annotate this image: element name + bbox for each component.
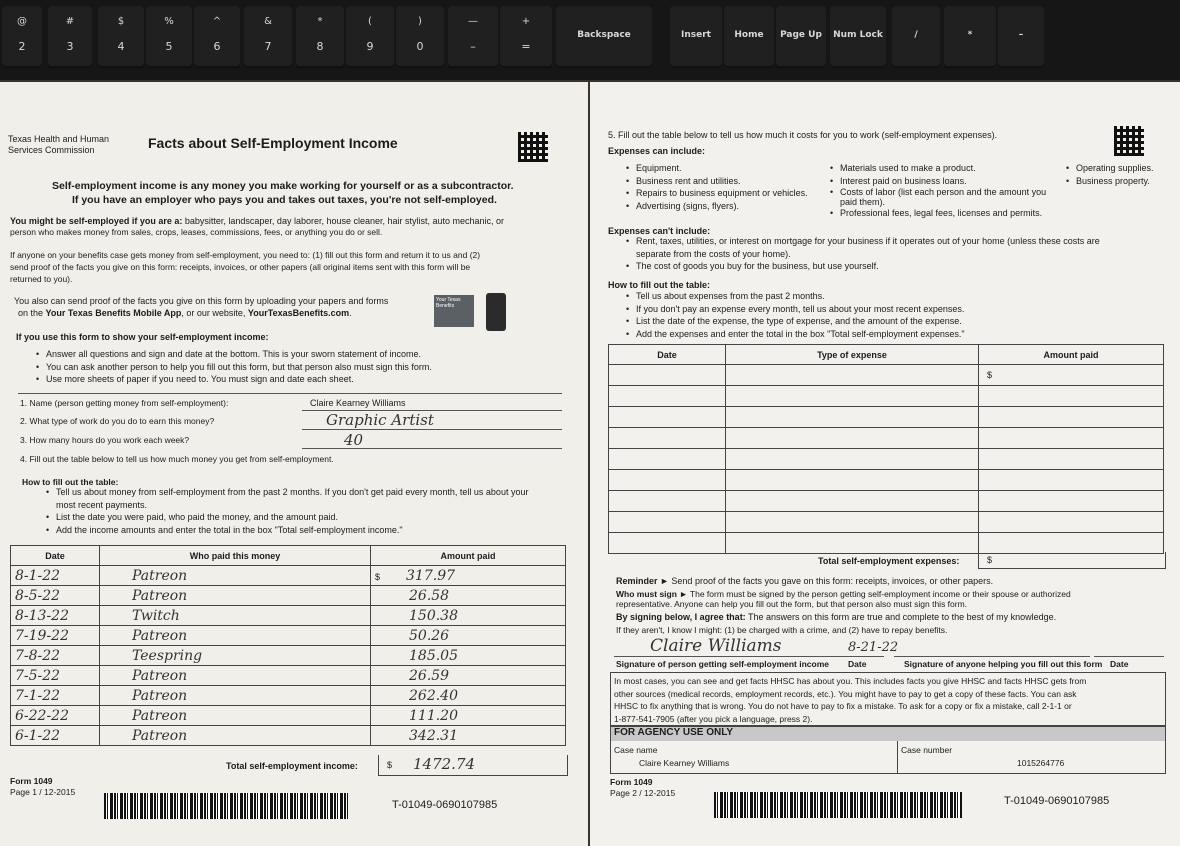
question-3-label: 3. How many hours do you work each week? [20, 435, 190, 445]
payer-cell[interactable]: Twitch [100, 606, 371, 626]
table-row [609, 491, 1164, 512]
table-row [11, 686, 566, 706]
header-date: Date [11, 546, 100, 566]
agreement-consequences: If they aren't, I know I might: (1) be charged with a crime, and (2) have to repay benefits. [616, 625, 948, 635]
keyboard-key[interactable]: + = [500, 6, 552, 68]
instructions-2: send proof of the facts you give on this form: receipts, invoices, or other papers (all original items sent with this form will be [10, 262, 471, 272]
table-row [609, 428, 1164, 449]
table-row [11, 726, 566, 746]
payer-cell[interactable]: Patreon [100, 686, 371, 706]
table-row [609, 470, 1164, 491]
date-cell[interactable]: 7-1-22 [11, 686, 100, 706]
payer-cell[interactable]: Patreon [100, 566, 371, 586]
name-field[interactable]: Claire Kearney Williams [310, 398, 406, 408]
question-5: 5. Fill out the table below to tell us how much it costs for you to work (self-employment expenses). [608, 130, 998, 140]
keyboard-key[interactable]: – [998, 6, 1044, 68]
keyboard-key[interactable]: & 7 [244, 6, 292, 68]
table-row [609, 365, 1164, 386]
amount-cell[interactable]: 185.05 [371, 646, 566, 666]
amount-cell[interactable] [979, 512, 1164, 533]
expenses-include-col1 [626, 162, 808, 212]
who-must-sign: Who must sign ► The form must be signed by the person getting self-employment income or their spouse or authorized representative. Anyone can help you fill out the form, but that person also must sign this form. [616, 589, 1071, 609]
page-number: Page 2 / 12-2015 [610, 788, 676, 798]
use-heading: If you use this form to show your self-employment income: [16, 332, 269, 342]
expense-table [608, 344, 1164, 554]
table-row [11, 646, 566, 666]
table-row [11, 566, 566, 586]
date-cell[interactable] [609, 449, 726, 470]
agency-use-box [610, 726, 1166, 774]
keyboard-key[interactable]: @ 2 [2, 6, 42, 68]
type-cell[interactable] [726, 533, 979, 554]
question-4-label: 4. Fill out the table below to tell us how much money you get from self-employment. [20, 454, 334, 464]
phone-icon [486, 293, 506, 331]
date-cell[interactable]: 7-8-22 [11, 646, 100, 666]
keyboard-key[interactable]: / [892, 6, 940, 68]
table-row [609, 533, 1164, 554]
date-cell[interactable]: 6-1-22 [11, 726, 100, 746]
date-cell[interactable] [609, 428, 726, 449]
app-badge: Your Texas Benefits [434, 295, 474, 327]
table-row [11, 606, 566, 626]
list-item: • Materials used to make a product. [830, 162, 1050, 175]
payer-cell[interactable]: Patreon [100, 706, 371, 726]
amount-cell[interactable]: 150.38 [371, 606, 566, 626]
applicant-signature[interactable]: Claire Williams [650, 636, 782, 656]
date-cell[interactable]: 7-19-22 [11, 626, 100, 646]
keyboard-key[interactable]: ^ 6 [194, 6, 240, 68]
list-item: • Rent, taxes, utilities, or interest on mortgage for your business if it operates out of your home (unless these costs are separate from the costs of your home). [626, 235, 1100, 260]
amount-cell[interactable]: 50.26 [371, 626, 566, 646]
agreement: By signing below, I agree that: The answers on this form are true and complete to the best of my knowledge. [616, 612, 1057, 622]
keyboard-key[interactable]: % 5 [146, 6, 192, 68]
amount-cell[interactable]: $ 317.97 [371, 566, 566, 586]
amount-cell[interactable]: 111.20 [371, 706, 566, 726]
keyboard-key[interactable]: — – [448, 6, 498, 68]
table-row [11, 626, 566, 646]
header-amount: Amount paid [979, 345, 1164, 365]
helper-signature-label: Signature of anyone helping you fill out this form [904, 659, 1103, 669]
list-item: • Tell us about money from self-employment from the past 2 months. If you don't get paid every month, tell us about your most recent payments. [46, 486, 528, 511]
hours-field[interactable]: 40 [344, 431, 364, 449]
list-item: • Operating supplies. [1066, 162, 1154, 175]
self-employed-examples-2: person who makes money from sales, crops, leases, commissions, fees, or anything you do or sell. [10, 227, 383, 237]
header-date: Date [609, 345, 726, 365]
instructions-1: If anyone on your benefits case gets money from self-employment, you need to: (1) fill out this form and return it to us and (2) [10, 250, 481, 260]
reminder: Reminder ► Send proof of the facts you gave on this form: receipts, invoices, or other papers. [616, 576, 994, 586]
total-income-value[interactable]: 1472.74 [413, 755, 476, 773]
list-item: • Professional fees, legal fees, licenses and permits. [830, 207, 1050, 220]
how-bullets [46, 486, 528, 536]
total-expenses-label: Total self-employment expenses: [818, 556, 960, 566]
signature-date[interactable]: 8-21-22 [848, 640, 899, 655]
signature-label: Signature of person getting self-employment income [616, 659, 829, 669]
list-item: • You can ask another person to help you fill out this form, but that person also must sign this form. [36, 361, 432, 374]
table-row [609, 449, 1164, 470]
list-item: • Costs of labor (list each person and the amount you paid them). [830, 187, 1050, 207]
list-item: • Answer all questions and sign and date at the bottom. This is your sworn statement of income. [36, 348, 432, 361]
list-item: • List the date of the expense, the type of expense, and the amount of the expense. [626, 315, 965, 328]
expenses-exclude-heading: Expenses can't include: [608, 226, 711, 236]
header-type: Type of expense [726, 345, 979, 365]
barcode-icon [714, 792, 962, 818]
amount-cell[interactable] [979, 428, 1164, 449]
table-row [609, 407, 1164, 428]
table-row [11, 706, 566, 726]
form-page-1 [0, 82, 588, 846]
keyboard-key[interactable]: Backspace [556, 6, 652, 68]
amount-cell[interactable]: 342.31 [371, 726, 566, 746]
table-header-row [11, 546, 566, 566]
type-cell[interactable] [726, 512, 979, 533]
case-name-value: Claire Kearney Williams [639, 758, 730, 768]
type-cell[interactable] [726, 470, 979, 491]
type-cell[interactable] [726, 449, 979, 470]
case-number-label: Case number [901, 745, 953, 755]
question-1-label: 1. Name (person getting money from self-employment): [20, 398, 229, 408]
keyboard-key[interactable]: $ 4 [98, 6, 144, 68]
qr-code-icon [1114, 126, 1144, 156]
list-item: • Interest paid on business loans. [830, 175, 1050, 188]
header-payer: Who paid this money [100, 546, 371, 566]
list-item: • Equipment. [626, 162, 808, 175]
list-item: • Advertising (signs, flyers). [626, 200, 808, 213]
list-item: • The cost of goods you buy for the business, but use yourself. [626, 260, 1100, 273]
date-label-2: Date [1110, 659, 1129, 669]
expenses-exclude-bullets [626, 235, 1100, 273]
upload-info-1: You also can send proof of the facts you give on this form by uploading your papers and forms [14, 296, 389, 306]
amount-cell[interactable]: $ [979, 365, 1164, 386]
date-cell[interactable]: 8-13-22 [11, 606, 100, 626]
type-cell[interactable] [726, 428, 979, 449]
type-cell[interactable] [726, 491, 979, 512]
list-item: • If you don't pay an expense every month, tell us about your most recent expenses. [626, 303, 965, 316]
case-name-label: Case name [614, 745, 658, 755]
form-page-2 [590, 82, 1180, 846]
work-type-field[interactable]: Graphic Artist [326, 411, 434, 429]
amount-cell[interactable] [979, 386, 1164, 407]
keyboard-key[interactable]: ) 0 [396, 6, 444, 68]
payer-cell[interactable]: Teespring [100, 646, 371, 666]
barcode-text: T-01049-0690107985 [392, 799, 498, 811]
table-header-row [609, 345, 1164, 365]
table-row [11, 666, 566, 686]
expenses-include-col2 [830, 162, 1050, 220]
total-income-box: $ 1472.74 [378, 755, 568, 776]
amount-cell[interactable] [979, 470, 1164, 491]
list-item: • Business property. [1066, 175, 1154, 188]
intro-line-2: If you have an employer who pays you and takes out taxes, you're not self-employed. [72, 194, 497, 206]
amount-cell[interactable] [979, 407, 1164, 428]
date-cell[interactable] [609, 386, 726, 407]
date-cell[interactable] [609, 365, 726, 386]
list-item: • Add the income amounts and enter the total in the box "Total self-employment income." [46, 524, 528, 537]
type-cell[interactable] [726, 365, 979, 386]
keyboard [0, 0, 1180, 80]
type-cell[interactable] [726, 386, 979, 407]
expenses-include-heading: Expenses can include: [608, 146, 706, 156]
table-row [609, 512, 1164, 533]
keyboard-key[interactable]: Home [724, 6, 774, 68]
keyboard-key[interactable]: Insert [670, 6, 722, 68]
date-cell[interactable] [609, 533, 726, 554]
date-cell[interactable]: 8-1-22 [11, 566, 100, 586]
list-item: • Use more sheets of paper if you need to. You must sign and date each sheet. [36, 373, 432, 386]
date-cell[interactable] [609, 407, 726, 428]
use-bullets [36, 348, 432, 386]
payer-cell[interactable]: Patreon [100, 626, 371, 646]
total-expenses-box[interactable]: $ [978, 552, 1166, 569]
barcode-text: T-01049-0690107985 [1004, 795, 1110, 807]
barcode-icon [104, 793, 348, 819]
keyboard-key[interactable]: * 8 [296, 6, 344, 68]
total-income-label: Total self-employment income: [226, 761, 358, 771]
instructions-3: returned to you). [10, 274, 73, 284]
upload-info-2: on the Your Texas Benefits Mobile App, or our website, YourTexasBenefits.com. [18, 308, 352, 318]
list-item: • Add the expenses and enter the total in the box "Total self-employment expenses." [626, 328, 965, 341]
list-item: • List the date you were paid, who paid the money, and the amount paid. [46, 511, 528, 524]
self-employed-examples: You might be self-employed if you are a: babysitter, landscaper, day laborer, house cleaner, hair stylist, auto mechanic, or [10, 216, 505, 226]
date-label: Date [848, 659, 867, 669]
intro-line-1: Self-employment income is any money you make working for yourself or as a subcontractor. [52, 180, 514, 192]
date-cell[interactable]: 6-22-22 [11, 706, 100, 726]
keyboard-key[interactable]: Page Up [776, 6, 826, 68]
form-number: Form 1049 [610, 777, 653, 787]
page-title: Facts about Self-Employment Income [148, 135, 398, 151]
date-cell[interactable]: 8-5-22 [11, 586, 100, 606]
type-cell[interactable] [726, 407, 979, 428]
amount-cell[interactable]: 262.40 [371, 686, 566, 706]
table-row [11, 586, 566, 606]
page-number: Page 1 / 12-2015 [10, 787, 76, 797]
how-bullets-2 [626, 290, 965, 340]
question-2-label: 2. What type of work do you do to earn this money? [20, 416, 215, 426]
keyboard-key[interactable]: * [944, 6, 996, 68]
agency-name: Texas Health and Human Services Commission [8, 134, 110, 155]
qr-code-icon [518, 132, 548, 162]
payer-cell[interactable]: Patreon [100, 666, 371, 686]
amount-cell[interactable] [979, 491, 1164, 512]
amount-cell[interactable] [979, 533, 1164, 554]
keyboard-key[interactable]: # 3 [48, 6, 92, 68]
header-amount: Amount paid [371, 546, 566, 566]
how-heading: How to fill out the table: [22, 477, 119, 487]
amount-cell[interactable] [979, 449, 1164, 470]
income-table [10, 545, 566, 746]
form-number: Form 1049 [10, 776, 53, 786]
how-heading-2: How to fill out the table: [608, 280, 710, 290]
date-cell[interactable] [609, 470, 726, 491]
list-item: • Business rent and utilities. [626, 175, 808, 188]
payer-cell[interactable]: Patreon [100, 586, 371, 606]
date-cell[interactable] [609, 491, 726, 512]
expenses-include-col3 [1066, 162, 1154, 187]
privacy-notice: In most cases, you can see and get facts HHSC has about you. This includes facts you give HHSC and facts HHSC gets from other sources (medical records, employment records, etc.). You might have to pay to get a copy of these facts. You can ask HHSC to fix anything that is wrong. You do not have to pay to fix a mistake. To ask for a copy or fix a mistake, call 2-1-1 or 1-877-541-7905 (after you pick a language, press 2). [610, 672, 1166, 726]
table-row [609, 386, 1164, 407]
amount-cell[interactable]: 26.58 [371, 586, 566, 606]
keyboard-key[interactable]: Num Lock [830, 6, 886, 68]
amount-cell[interactable]: 26.59 [371, 666, 566, 686]
case-number-value: 1015264776 [1017, 758, 1065, 768]
keyboard-key[interactable]: ( 9 [346, 6, 394, 68]
list-item: • Tell us about expenses from the past 2 months. [626, 290, 965, 303]
payer-cell[interactable]: Patreon [100, 726, 371, 746]
date-cell[interactable]: 7-5-22 [11, 666, 100, 686]
date-cell[interactable] [609, 512, 726, 533]
list-item: • Repairs to business equipment or vehicles. [626, 187, 808, 200]
agency-use-header: FOR AGENCY USE ONLY [611, 727, 1165, 741]
